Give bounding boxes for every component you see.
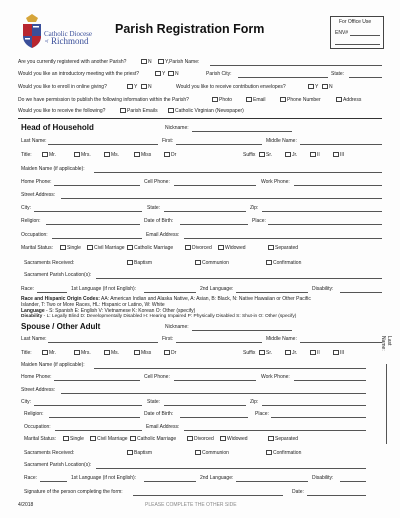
hoh-work-phone-label: Work Phone: [261, 179, 290, 185]
publish-phone-checkbox[interactable] [280, 97, 286, 102]
q2-label: Would you like an introductory meeting with the priest? [18, 71, 140, 77]
hoh-nickname-label: Nickname: [165, 125, 189, 131]
spouse-marital-widowed-checkbox[interactable] [220, 436, 226, 441]
spouse-suffix-iii-checkbox[interactable] [333, 350, 339, 355]
hoh-nickname-field[interactable] [192, 131, 292, 132]
hoh-zip-label: Zip: [250, 205, 259, 211]
spouse-marital-widowed[interactable]: Widowed [220, 436, 248, 442]
parish-emails-checkbox[interactable] [120, 108, 126, 113]
q3-n-option[interactable]: N [141, 84, 152, 90]
envelopes-y-option[interactable]: Y [308, 84, 318, 90]
hoh-zip-field[interactable] [262, 211, 382, 212]
hoh-email-field[interactable] [184, 238, 382, 239]
spouse-marital-separated[interactable]: Separated [268, 436, 298, 442]
hoh-disability-field[interactable] [340, 292, 382, 293]
hoh-cell-phone-label: Cell Phone: [144, 179, 170, 185]
spouse-disability-field[interactable] [340, 481, 366, 482]
hoh-sacrament-confirmation-checkbox[interactable] [266, 260, 272, 265]
spouse-religion-label: Religion: [24, 411, 44, 417]
q4-label: Do we have permission to publish the following information within the Parish? [18, 97, 189, 103]
spouse-nickname-field[interactable] [192, 330, 292, 331]
signature-date-label: Date: [292, 489, 304, 495]
hoh-marital-civil[interactable]: Civil Marriage [87, 245, 125, 251]
env-label: ENV# [335, 30, 349, 36]
hoh-city-label: City: [21, 205, 31, 211]
hoh-marital-widowed[interactable]: Widowed [218, 245, 246, 251]
spouse-home-phone-label: Home Phone: [21, 374, 52, 380]
spouse-lang1-label: 1st Language (if not English): [71, 475, 137, 481]
spouse-email-label: Email Address: [146, 424, 180, 430]
language-codes-legend: Language - S: Spanish E: English V: Vietnamese K: Korean O: Other (specify) [21, 308, 196, 314]
spouse-dob-label: Date of Birth: [144, 411, 174, 417]
spouse-lang2-field[interactable] [236, 481, 308, 482]
q1-label: Are you currently registered with another Parish? [18, 59, 127, 65]
spouse-marital-label: Marital Status: [24, 436, 56, 442]
spouse-suffix-sr-checkbox[interactable] [259, 350, 265, 355]
hoh-religion-label: Religion: [21, 218, 41, 224]
hoh-occupation-field[interactable] [52, 238, 142, 239]
hoh-title-miss-checkbox[interactable] [134, 152, 140, 157]
logo-of: of [45, 38, 49, 43]
q3-n-checkbox[interactable] [141, 84, 147, 89]
parish-city-label: Parish City: [206, 71, 232, 77]
form-title: Parish Registration Form [115, 22, 265, 36]
hoh-home-phone-field[interactable] [54, 185, 140, 186]
parish-state-label: State: [331, 71, 345, 77]
spouse-middle-field[interactable] [300, 342, 382, 343]
spouse-title-dr[interactable]: Dr [164, 350, 176, 356]
hoh-title-mr[interactable]: Mr. [42, 152, 56, 158]
spouse-marital-civil[interactable]: Civil Marriage [90, 436, 128, 442]
hoh-suffix-ii-checkbox[interactable] [310, 152, 316, 157]
race-codes-legend: Race and Hispanic Origin Codes: AA: American Indian and Alaska Native, A: Asian, B: Black, N: Native Hawaiian or Other Pacific [21, 296, 311, 302]
spouse-maiden-field[interactable] [94, 368, 366, 369]
spouse-sacrament-baptism[interactable]: Baptism [127, 450, 152, 456]
spouse-sacrament-communion[interactable]: Communion [195, 450, 229, 456]
spouse-sacrament-communion-checkbox[interactable] [195, 450, 201, 455]
office-use-box [330, 16, 384, 49]
hoh-maiden-field[interactable] [94, 172, 382, 173]
hoh-marital-single-checkbox[interactable] [60, 245, 66, 250]
hoh-sacraments-label: Sacraments Received: [24, 260, 75, 266]
newspaper-option[interactable]: Catholic Virginian (Newspaper) [168, 108, 244, 114]
spouse-cell-phone-label: Cell Phone: [144, 374, 170, 380]
hoh-email-label: Email Address: [146, 232, 180, 238]
spouse-marital-divorced-checkbox[interactable] [187, 436, 193, 441]
spouse-occupation-label: Occupation: [24, 424, 51, 430]
spouse-title-mrs[interactable]: Mrs. [74, 350, 91, 356]
spouse-marital-single-checkbox[interactable] [63, 436, 69, 441]
hoh-title-miss[interactable]: Miss [134, 152, 151, 158]
hoh-title-ms[interactable]: Ms. [104, 152, 119, 158]
spouse-sacraments-label: Sacraments Received: [24, 450, 75, 456]
divider-top [18, 118, 382, 119]
spouse-maiden-label: Maiden Name (if applicable): [21, 362, 85, 368]
hoh-cell-phone-field[interactable] [174, 185, 256, 186]
complete-other-side-note: PLEASE COMPLETE THE OTHER SIDE [145, 502, 237, 508]
hoh-suffix-jr-checkbox[interactable] [285, 152, 291, 157]
q2-y-checkbox[interactable] [155, 71, 161, 76]
spouse-title-mr-checkbox[interactable] [42, 350, 48, 355]
spouse-title-mrs-checkbox[interactable] [74, 350, 80, 355]
signature-label: Signature of the person completing the form: [24, 489, 123, 495]
hoh-suffix-sr[interactable]: Sr. [259, 152, 272, 158]
hoh-lang2-field[interactable] [236, 292, 308, 293]
parish-state-field[interactable] [349, 77, 382, 78]
hoh-state-label: State: [147, 205, 161, 211]
q1-n-option[interactable]: N [141, 59, 152, 65]
q1-y-checkbox[interactable] [158, 59, 164, 64]
publish-address-checkbox[interactable] [336, 97, 342, 102]
spouse-marital-civil-checkbox[interactable] [90, 436, 96, 441]
spouse-title-miss-checkbox[interactable] [134, 350, 140, 355]
hoh-sacrament-communion-checkbox[interactable] [195, 260, 201, 265]
spouse-race-field[interactable] [40, 481, 67, 482]
hoh-marital-widowed-checkbox[interactable] [218, 245, 224, 250]
spouse-sacrament-confirmation[interactable]: Confirmation [266, 450, 301, 456]
hoh-title-mrs[interactable]: Mrs. [74, 152, 91, 158]
hoh-sacrament-communion[interactable]: Communion [195, 260, 229, 266]
spouse-last-label: Last Name: [21, 336, 47, 342]
spouse-work-phone-label: Work Phone: [261, 374, 290, 380]
spouse-heading: Spouse / Other Adult [21, 322, 101, 331]
hoh-first-field[interactable] [176, 144, 262, 145]
spouse-street-label: Street Address: [21, 387, 56, 393]
parish-city-field[interactable] [238, 77, 328, 78]
hoh-marital-catholic[interactable]: Catholic Marriage [127, 245, 173, 251]
hoh-last-label: Last Name: [21, 138, 47, 144]
spouse-suffix-jr-checkbox[interactable] [285, 350, 291, 355]
hoh-lang1-label: 1st Language (if not English): [71, 286, 137, 292]
envelopes-label: Would you like to receive contribution envelopes? [176, 84, 286, 90]
hoh-suffix-ii[interactable]: II [310, 152, 320, 158]
spouse-zip-label: Zip: [250, 399, 259, 405]
spouse-state-field[interactable] [164, 405, 246, 406]
office-use-label: For Office Use [339, 19, 372, 25]
publish-phone-option[interactable]: Phone Number [280, 97, 321, 103]
logo-line2: Richmond [51, 36, 89, 46]
hoh-sacrament-parish-label: Sacrament Parish Location(s): [24, 272, 92, 278]
spouse-home-phone-field[interactable] [54, 380, 140, 381]
hoh-sacrament-baptism-checkbox[interactable] [127, 260, 133, 265]
q3-y-option[interactable]: Y [127, 84, 137, 90]
race-codes-legend-2: Islander, T: Two or More Races, HL: Hispanic or Latino, W: White [21, 302, 165, 308]
hoh-marital-civil-checkbox[interactable] [87, 245, 93, 250]
spouse-city-field[interactable] [34, 405, 142, 406]
diocese-logo [18, 14, 118, 52]
q3-label: Would you like to enroll in online giving? [18, 84, 107, 90]
spouse-sacrament-confirmation-checkbox[interactable] [266, 450, 272, 455]
hoh-last-field[interactable] [48, 144, 158, 145]
q2-n-option[interactable]: N [168, 71, 179, 77]
spouse-disability-label: Disability: [312, 475, 334, 481]
hoh-lang1-field[interactable] [144, 292, 196, 293]
hoh-marital-label: Marital Status: [21, 245, 53, 251]
q5-label: Would you like to receive the following? [18, 108, 106, 114]
spouse-city-label: City: [21, 399, 31, 405]
spouse-lang1-field[interactable] [144, 481, 196, 482]
hoh-work-phone-field[interactable] [294, 185, 382, 186]
hoh-sacrament-baptism[interactable]: Baptism [127, 260, 152, 266]
hoh-title-label: Title: [21, 152, 32, 158]
spouse-suffix-label: Suffix [243, 350, 256, 356]
hoh-race-label: Race: [21, 286, 35, 292]
spouse-marital-catholic[interactable]: Catholic Marriage [130, 436, 176, 442]
q2-n-checkbox[interactable] [168, 71, 174, 76]
hoh-dob-field[interactable] [180, 224, 248, 225]
parish-emails-option[interactable]: Parish Emails [120, 108, 158, 114]
spouse-cell-phone-field[interactable] [174, 380, 256, 381]
hoh-title-ms-checkbox[interactable] [104, 152, 110, 157]
publish-photo-checkbox[interactable] [212, 97, 218, 102]
spouse-lang2-label: 2nd Language: [200, 475, 234, 481]
spouse-suffix-iii[interactable]: III [333, 350, 344, 356]
q3-y-checkbox[interactable] [127, 84, 133, 89]
hoh-title-mrs-checkbox[interactable] [74, 152, 80, 157]
spouse-suffix-ii[interactable]: II [310, 350, 320, 356]
hoh-marital-catholic-checkbox[interactable] [127, 245, 133, 250]
hoh-race-field[interactable] [37, 292, 67, 293]
hoh-title-mr-checkbox[interactable] [42, 152, 48, 157]
envelopes-n-checkbox[interactable] [322, 84, 328, 89]
logo-line1: Catholic Diocese [44, 30, 93, 38]
publish-email-option[interactable]: Email [246, 97, 266, 103]
hoh-marital-single[interactable]: Single [60, 245, 81, 251]
hoh-maiden-label: Maiden Name (if applicable): [21, 166, 85, 172]
env-field[interactable] [350, 35, 380, 36]
newspaper-checkbox[interactable] [168, 108, 174, 113]
hoh-suffix-sr-checkbox[interactable] [259, 152, 265, 157]
spouse-street-field[interactable] [61, 393, 366, 394]
hoh-marital-separated-checkbox[interactable] [268, 245, 274, 250]
spouse-place-label: Place: [255, 411, 269, 417]
hoh-state-field[interactable] [164, 211, 246, 212]
spouse-email-field[interactable] [184, 430, 366, 431]
hoh-marital-divorced[interactable]: Divorced [185, 245, 212, 251]
spouse-title-dr-checkbox[interactable] [164, 350, 170, 355]
spouse-nickname-label: Nickname: [165, 324, 189, 330]
hoh-suffix-iii[interactable]: III [333, 152, 344, 158]
hoh-home-phone-label: Home Phone: [21, 179, 52, 185]
form-version: 4/2018 [18, 502, 34, 508]
office-field-2[interactable] [335, 44, 380, 45]
spouse-suffix-ii-checkbox[interactable] [310, 350, 316, 355]
publish-photo-option[interactable]: Photo [212, 97, 232, 103]
hoh-religion-field[interactable] [46, 224, 140, 225]
envelopes-y-checkbox[interactable] [308, 84, 314, 89]
spouse-first-label: First: [162, 336, 174, 342]
hoh-marital-separated[interactable]: Separated [268, 245, 298, 251]
signature-date-field[interactable] [307, 495, 366, 496]
hoh-suffix-label: Suffix [243, 152, 256, 158]
hoh-lang2-label: 2nd Language: [200, 286, 234, 292]
spouse-first-field[interactable] [176, 342, 262, 343]
spouse-state-label: State: [147, 399, 161, 405]
q1-y-option[interactable]: Y,Parish Name: [158, 59, 199, 65]
spouse-work-phone-field[interactable] [294, 380, 366, 381]
diocese-crest-icon [20, 14, 44, 48]
hoh-middle-field[interactable] [300, 144, 382, 145]
hoh-city-field[interactable] [34, 211, 142, 212]
hoh-street-field[interactable] [61, 198, 382, 199]
envelopes-n-option[interactable]: N [322, 84, 333, 90]
spouse-race-label: Race: [24, 475, 38, 481]
spouse-place-field[interactable] [271, 417, 366, 418]
spouse-title-label: Title: [21, 350, 32, 356]
hoh-first-label: First: [162, 138, 174, 144]
hoh-street-label: Street Address: [21, 192, 56, 198]
side-last-name-label: Last Name: [380, 336, 392, 351]
publish-address-option[interactable]: Address [336, 97, 361, 103]
spouse-dob-field[interactable] [180, 417, 248, 418]
spouse-occupation-field[interactable] [55, 430, 142, 431]
spouse-sacrament-parish-field[interactable] [96, 468, 366, 469]
spouse-suffix-jr[interactable]: Jr. [285, 350, 297, 356]
q1-n-checkbox[interactable] [141, 59, 147, 64]
spouse-religion-field[interactable] [49, 417, 140, 418]
spouse-marital-divorced[interactable]: Divorced [187, 436, 214, 442]
q2-y-option[interactable]: Y [155, 71, 165, 77]
spouse-marital-catholic-checkbox[interactable] [130, 436, 136, 441]
spouse-marital-separated-checkbox[interactable] [268, 436, 274, 441]
hoh-place-label: Place: [252, 218, 266, 224]
spouse-last-field[interactable] [48, 342, 158, 343]
hoh-marital-divorced-checkbox[interactable] [185, 245, 191, 250]
spouse-suffix-sr[interactable]: Sr. [259, 350, 272, 356]
spouse-middle-label: Middle Name: [266, 336, 297, 342]
hoh-occupation-label: Occupation: [21, 232, 48, 238]
spouse-title-ms[interactable]: Ms. [104, 350, 119, 356]
hoh-heading: Head of Household [21, 123, 94, 132]
parish-name-field[interactable] [210, 65, 382, 66]
spouse-title-ms-checkbox[interactable] [104, 350, 110, 355]
hoh-middle-label: Middle Name: [266, 138, 297, 144]
spouse-sacrament-parish-label: Sacrament Parish Location(s): [24, 462, 92, 468]
hoh-sacrament-confirmation[interactable]: Confirmation [266, 260, 301, 266]
hoh-sacrament-parish-field[interactable] [96, 278, 382, 279]
spouse-marital-single[interactable]: Single [63, 436, 84, 442]
hoh-suffix-jr[interactable]: Jr. [285, 152, 297, 158]
hoh-place-field[interactable] [268, 224, 382, 225]
signature-field[interactable] [133, 495, 283, 496]
disability-codes-legend: Disability - L: Legally Blind D: Developmentally Disabled H: Hearing Impaired P: Physically Disabled S: Shut-in O: Other (specify) [21, 314, 297, 319]
side-last-name-field[interactable] [386, 364, 387, 444]
spouse-title-mr[interactable]: Mr. [42, 350, 56, 356]
publish-email-checkbox[interactable] [246, 97, 252, 102]
hoh-disability-label: Disability: [312, 286, 334, 292]
spouse-title-miss[interactable]: Miss [134, 350, 151, 356]
hoh-suffix-iii-checkbox[interactable] [333, 152, 339, 157]
hoh-title-dr-checkbox[interactable] [164, 152, 170, 157]
hoh-title-dr[interactable]: Dr [164, 152, 176, 158]
spouse-sacrament-baptism-checkbox[interactable] [127, 450, 133, 455]
spouse-zip-field[interactable] [262, 405, 366, 406]
hoh-dob-label: Date of Birth: [144, 218, 174, 224]
